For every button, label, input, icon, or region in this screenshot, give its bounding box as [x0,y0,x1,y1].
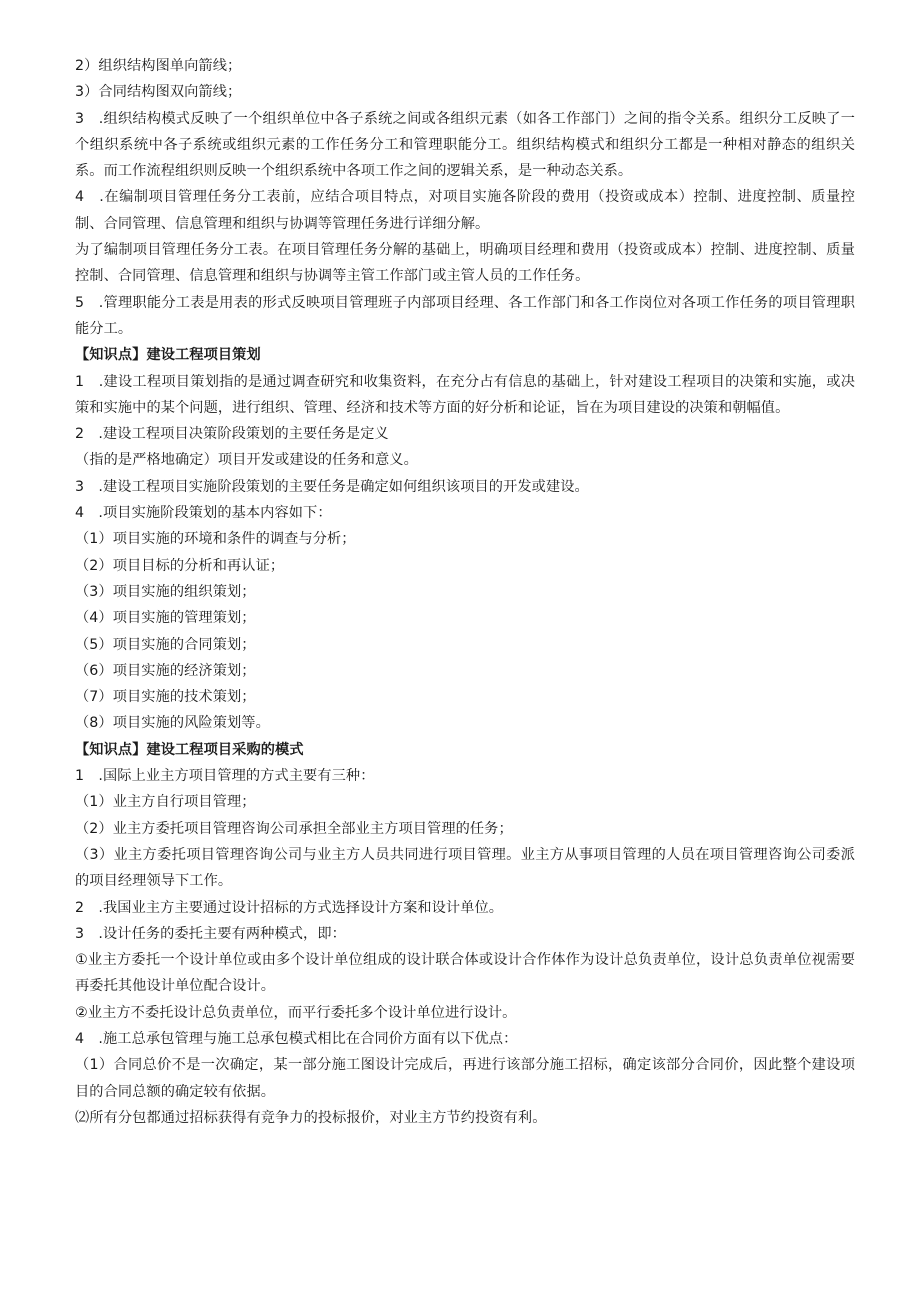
paragraph: 3 .组织结构模式反映了一个组织单位中各子系统之间或各组织元素（如各工作部门）之间的指令关系。组织分工反映了一个组织系统中各子系统或组织元素的工作任务分工和管理职能分工。组织结构模式和组织分工都是一种相对静态的组织关系。而工作流程组织则反映一个组织系统中各项工作之间的逻辑关系，是一种动态关系。 [75,110,855,180]
paragraph: 2）组织结构图单向箭线； [75,58,242,74]
paragraph: 4 .项目实施阶段策划的基本内容如下： [75,505,332,522]
section-heading: 【知识点】建设工程项目采购的模式 [75,741,304,758]
list-item: （1）合同总价不是一次确定，某一部分施工图设计完成后，再进行该部分施工招标，确定该部分合同价，因此整个建设项目的合同总额的确定较有依据。 [75,1057,855,1100]
document-body [75,53,855,1131]
paragraph: 2 .建设工程项目决策阶段策划的主要任务是定义 [75,426,389,443]
paragraph: 4 .在编制项目管理任务分工表前，应结合项目特点，对项目实施各阶段的费用（投资或成本）控制、进度控制、质量控制、合同管理、信息管理和组织与协调等管理任务进行详细分解。 [75,189,855,232]
list-item: （8）项目实施的风险策划等。 [75,715,270,732]
list-item: ②业主方不委托设计总负责单位，而平行委托多个设计单位进行设计。 [75,1004,517,1021]
list-item: （4）项目实施的管理策划； [75,610,256,627]
list-item: （7）项目实施的技术策划； [75,689,256,706]
paragraph: 3）合同结构图双向箭线； [75,84,242,101]
paragraph: 为了编制项目管理任务分工表。在项目管理任务分解的基础上，明确项目经理和费用（投资或成本）控制、进度控制、质量控制、合同管理、信息管理和组织与协调等主管工作部门或主管人员的工作任务。 [75,242,855,285]
paragraph: （指的是严格地确定）项目开发或建设的任务和意义。 [75,452,418,469]
list-item: （1）业主方自行项目管理； [75,794,256,811]
list-item: （1）项目实施的环境和条件的调查与分析； [75,531,356,548]
paragraph: 3 .建设工程项目实施阶段策划的主要任务是确定如何组织该项目的开发或建设。 [75,478,589,495]
list-item: （5）项目实施的合同策划； [75,636,256,653]
paragraph: 2 .我国业主方主要通过设计招标的方式选择设计方案和设计单位。 [75,899,504,916]
paragraph: 4 .施工总承包管理与施工总承包模式相比在合同价方面有以下优点： [75,1030,518,1047]
list-item: （3）项目实施的组织策划； [75,583,256,600]
list-item: （3）业主方委托项目管理咨询公司与业主方人员共同进行项目管理。业主方从事项目管理的人员在项目管理咨询公司委派的项目经理领导下工作。 [75,846,855,890]
list-item: ①业主方委托一个设计单位或由多个设计单位组成的设计联合体或设计合作体作为设计总负责单位，设计总负责单位视需要再委托其他设计单位配合设计。 [75,952,855,995]
section-heading: 【知识点】建设工程项目策划 [75,347,261,364]
list-item: （2）项目目标的分析和再认证； [75,557,285,574]
paragraph: 5 .管理职能分工表是用表的形式反映项目管理班子内部项目经理、各工作部门和各工作岗位对各项工作任务的项目管理职能分工。 [75,294,855,337]
paragraph: 3 .设计任务的委托主要有两种模式，即： [75,925,346,942]
list-item: （2）业主方委托项目管理咨询公司承担全部业主方项目管理的任务； [75,820,513,837]
paragraph: 1 .国际上业主方项目管理的方式主要有三种： [75,768,375,785]
list-item: ⑵所有分包都通过招标获得有竞争力的投标报价，对业主方节约投资有利。 [75,1109,547,1126]
paragraph: 1 .建设工程项目策划指的是通过调查研究和收集资料，在充分占有信息的基础上，针对建设工程项目的决策和实施，或决策和实施中的某个问题，进行组织、管理、经济和技术等方面的好分析和论证，旨在为项目建设的决策和朝幅值。 [75,373,855,416]
list-item: （6）项目实施的经济策划； [75,662,256,679]
